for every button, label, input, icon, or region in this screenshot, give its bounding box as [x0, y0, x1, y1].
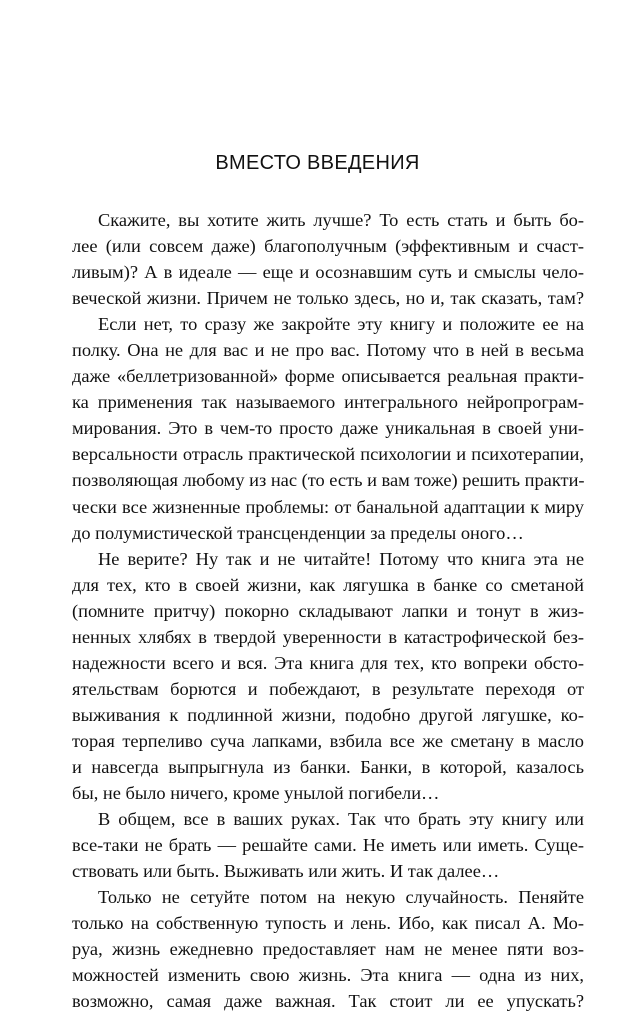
text-line: мирования. Это в чем-то просто даже уникальная в своей уни- [72, 418, 584, 439]
paragraph [72, 884, 584, 1014]
text-line: можностей изменить свою жизнь. Эта книга — одна из них, [72, 965, 584, 986]
text-line: лее (или совсем даже) благополучным (эффективным и счаст- [72, 236, 584, 257]
text-line: чески все жизненные проблемы: от банальной адаптации к миру [72, 496, 584, 517]
text-line: (помните притчу) покорно складывают лапки и тонут в жиз- [72, 600, 584, 621]
text-line: выживания к подлинной жизни, подобно другой лягушке, ко- [72, 704, 584, 725]
paragraph [72, 207, 584, 311]
text-line: версальности отрасль практической психологии и психотерапии, [72, 444, 584, 465]
text-line: ливым)? А в идеале — еще и осознавшим суть и смыслы чело- [72, 262, 584, 283]
text-line: Только не сетуйте потом на некую случайность. Пеняйте [98, 887, 584, 908]
text-line: Скажите, вы хотите жить лучше? То есть стать и быть бо- [98, 210, 584, 230]
text-line: позволяющая любому из нас (то есть и вам тоже) решить практи- [72, 470, 585, 491]
text-line: все-таки не брать — решайте сами. Не иметь или иметь. Суще- [72, 835, 584, 856]
text-line: возможно, самая даже важная. Так стоит ли ее упускать? [72, 991, 584, 1012]
text-line: ненных хлябях в твердой уверенности в катастрофической без- [72, 626, 584, 647]
text-line: Если нет, то сразу же закройте эту книгу и положите ее на [98, 314, 584, 335]
text-line: ствовать или быть. Выживать или жить. И так далее… [72, 861, 500, 882]
text-line: и навсегда выпрыгнула из банки. Банки, в которой, казалось [72, 756, 584, 777]
body-text [72, 207, 584, 1014]
text-line: только на собственную тупость и лень. Ибо, как писал А. Мо- [72, 913, 584, 934]
text-line: надежности всего и вся. Эта книга для тех, кто вопреки обсто- [72, 652, 584, 673]
paragraph [72, 311, 584, 545]
text-line: до полумистической трансценденции за пределы оного… [72, 522, 524, 543]
chapter-title: ВМЕСТО ВВЕДЕНИЯ [215, 152, 420, 174]
text-line: бы, не было ничего, кроме унылой погибели… [72, 783, 440, 804]
text-line: Не верите? Ну так и не читайте! Потому что книга эта не [98, 548, 584, 569]
paragraph [72, 546, 584, 806]
text-line: для тех, кто в своей жизни, как лягушка в банке со сметаной [72, 574, 584, 595]
text-line: ятельствам борются и побеждают, в результате переходя от [72, 678, 584, 699]
text-line: руа, жизнь ежедневно предоставляет нам не менее пяти воз- [72, 939, 584, 960]
text-line: В общем, все в ваших руках. Так что брать эту книгу или [98, 809, 584, 830]
text-line: полку. Она не для вас и не про вас. Потому что в ней в весьма [72, 340, 584, 361]
text-line: ка применения так называемого интегрального нейропрограм- [72, 392, 584, 413]
paragraph [72, 806, 584, 884]
text-line: торая терпеливо суча лапками, взбила все же сметану в масло [72, 730, 584, 751]
text-line: веческой жизни. Причем не только здесь, но и, так сказать, там? [72, 288, 584, 309]
text-line: даже «беллетризованной» форме описывается реальная практи- [72, 366, 584, 387]
